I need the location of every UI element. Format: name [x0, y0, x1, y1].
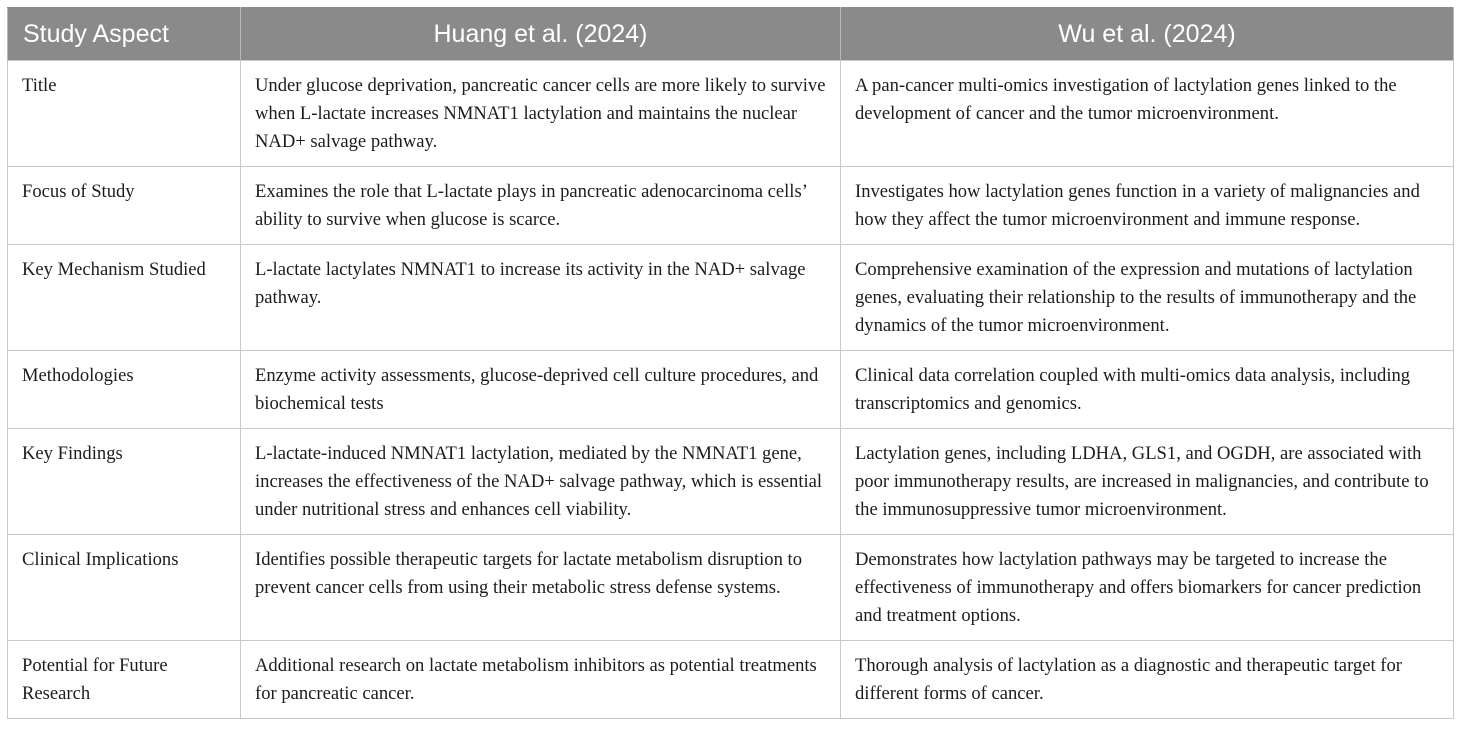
table-row	[8, 61, 1454, 167]
row-huang-cell: L-lactate lactylates NMNAT1 to increase its activity in the NAD+ salvage pathway.	[241, 245, 841, 351]
row-wu-cell: Lactylation genes, including LDHA, GLS1, and OGDH, are associated with poor immunotherapy results, are increased in malignancies, and contribute to the immunosuppressive tumor microenvironment.	[841, 429, 1454, 535]
header-wu: Wu et al. (2024)	[841, 8, 1454, 61]
row-aspect-cell: Methodologies	[8, 351, 241, 429]
comparison-table-container	[7, 7, 1453, 719]
row-wu-cell: Clinical data correlation coupled with multi-omics data analysis, including transcriptomics and genomics.	[841, 351, 1454, 429]
row-aspect-cell: Clinical Implications	[8, 535, 241, 641]
row-aspect-cell: Potential for Future Research	[8, 641, 241, 719]
row-huang-cell: Identifies possible therapeutic targets for lactate metabolism disruption to prevent cancer cells from using their metabolic stress defense systems.	[241, 535, 841, 641]
row-huang-cell: Examines the role that L-lactate plays in pancreatic adenocarcinoma cells’ ability to survive when glucose is scarce.	[241, 167, 841, 245]
row-wu-cell: A pan-cancer multi-omics investigation of lactylation genes linked to the development of cancer and the tumor microenvironment.	[841, 61, 1454, 167]
table-row	[8, 351, 1454, 429]
header-row	[8, 8, 1454, 61]
row-aspect-cell: Title	[8, 61, 241, 167]
row-huang-cell: Additional research on lactate metabolism inhibitors as potential treatments for pancreatic cancer.	[241, 641, 841, 719]
table-row	[8, 535, 1454, 641]
comparison-table	[7, 7, 1454, 719]
row-huang-cell: Under glucose deprivation, pancreatic cancer cells are more likely to survive when L-lactate increases NMNAT1 lactylation and maintains the nuclear NAD+ salvage pathway.	[241, 61, 841, 167]
row-aspect-cell: Key Findings	[8, 429, 241, 535]
table-header	[8, 8, 1454, 61]
row-wu-cell: Investigates how lactylation genes function in a variety of malignancies and how they affect the tumor microenvironment and immune response.	[841, 167, 1454, 245]
row-aspect-cell: Focus of Study	[8, 167, 241, 245]
row-huang-cell: Enzyme activity assessments, glucose-deprived cell culture procedures, and biochemical tests	[241, 351, 841, 429]
table-row	[8, 429, 1454, 535]
header-study-aspect: Study Aspect	[8, 8, 241, 61]
row-aspect-cell: Key Mechanism Studied	[8, 245, 241, 351]
table-body	[8, 61, 1454, 719]
table-row	[8, 167, 1454, 245]
table-row	[8, 245, 1454, 351]
row-huang-cell: L-lactate-induced NMNAT1 lactylation, mediated by the NMNAT1 gene, increases the effectiveness of the NAD+ salvage pathway, which is essential under nutritional stress and enhances cell viability.	[241, 429, 841, 535]
row-wu-cell: Comprehensive examination of the expression and mutations of lactylation genes, evaluating their relationship to the results of immunotherapy and the dynamics of the tumor microenvironment.	[841, 245, 1454, 351]
row-wu-cell: Thorough analysis of lactylation as a diagnostic and therapeutic target for different forms of cancer.	[841, 641, 1454, 719]
header-huang: Huang et al. (2024)	[241, 8, 841, 61]
row-wu-cell: Demonstrates how lactylation pathways may be targeted to increase the effectiveness of immunotherapy and offers biomarkers for cancer prediction and treatment options.	[841, 535, 1454, 641]
table-row	[8, 641, 1454, 719]
